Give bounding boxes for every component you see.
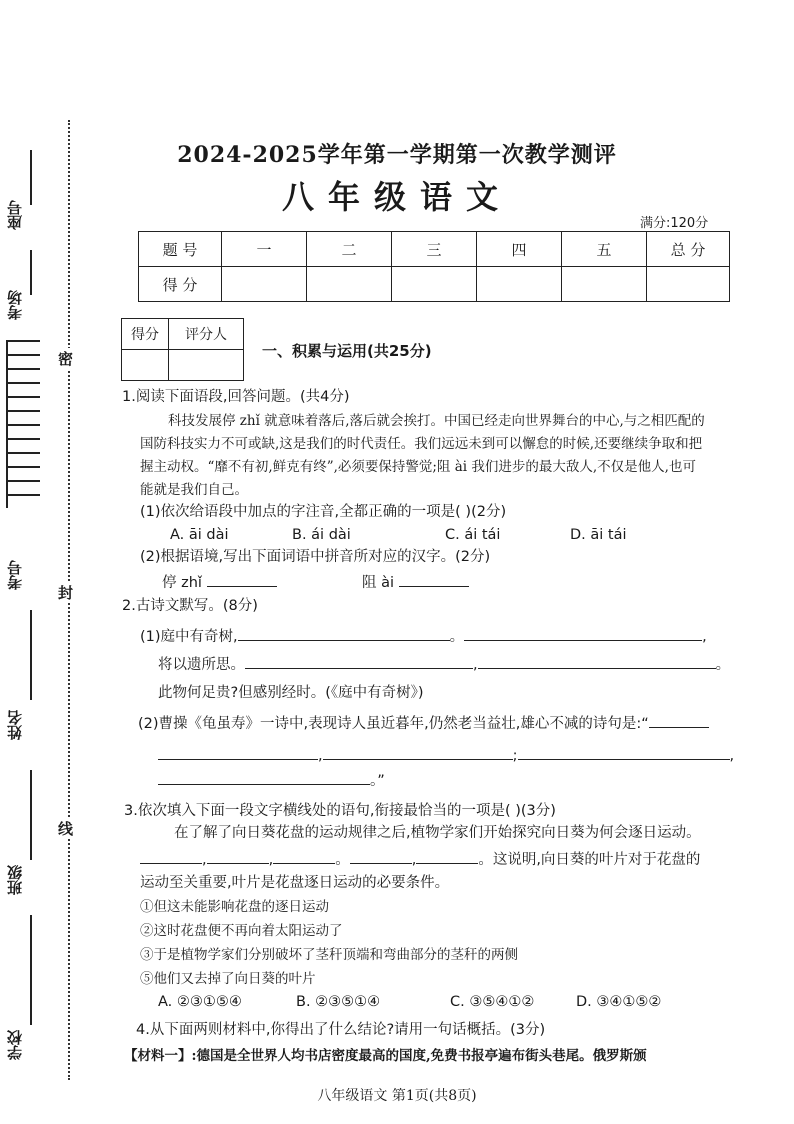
q4-material1: 【材料一】:德国是全世界人均书店密度最高的国度,免费书报亭遍布街头巷尾。俄罗斯颁 (124, 1048, 647, 1064)
q3-blank-2[interactable] (207, 847, 269, 864)
score-header-cell: 二 (307, 232, 392, 267)
q3-option-b: B. ②③⑤①④ (296, 994, 381, 1010)
grader-header-cell: 得分 (122, 319, 169, 350)
exam-title: 2024-2025学年第一学期第一次教学测评 (177, 142, 617, 168)
section-title: 一、积累与运用(共25分) (262, 342, 432, 360)
q2-blank-6[interactable] (158, 743, 318, 760)
score-header-cell: 五 (562, 232, 647, 267)
q2-blank-8[interactable] (518, 743, 730, 760)
exam-no-label: 考号 (6, 560, 24, 590)
q1-option-a: A. āi dài (170, 527, 229, 543)
room-line (30, 250, 32, 295)
subject-title: 八年级语文 (281, 178, 512, 216)
q1-fill1-label: 停 zhǐ (162, 575, 202, 591)
q2-blank-5[interactable] (649, 711, 709, 728)
q3-blank-5[interactable] (416, 847, 478, 864)
q1-sub1: (1)依次给语段中加点的字注音,全都正确的一项是( )(2分) (140, 504, 507, 520)
score-cell[interactable] (392, 267, 477, 302)
q3-item-2: ②这时花盘便不再向着太阳运动了 (140, 923, 343, 939)
score-cell[interactable] (477, 267, 562, 302)
score-cell[interactable] (222, 267, 307, 302)
score-cell[interactable] (307, 267, 392, 302)
q1-fill1 (162, 570, 277, 594)
score-row-label: 得 分 (139, 267, 222, 302)
q3-item-4: ⑤他们又去掉了向日葵的叶片 (140, 971, 316, 987)
room-label: 考场 (6, 290, 24, 320)
q3-text2: 。这说明,向日葵的叶片对于花盘的 (478, 852, 701, 868)
q1-sub2: (2)根据语境,写出下面词语中拼音所对应的汉字。(2分) (140, 549, 491, 565)
q2-line4 (138, 711, 709, 735)
q2-line1-text: (1)庭中有奇树, (140, 629, 238, 645)
q2-stem: 2.古诗文默写。(8分) (122, 598, 258, 614)
q2-blank-3[interactable] (245, 652, 473, 669)
score-header-cell: 总 分 (647, 232, 730, 267)
q3-text3: 运动至关重要,叶片是花盘逐日运动的必要条件。 (140, 875, 450, 891)
page-footer: 八年级语文 第1页(共8页) (317, 1088, 477, 1104)
name-label: 姓名 (6, 710, 24, 740)
q2-blank-4[interactable] (478, 652, 716, 669)
q3-blank-3[interactable] (273, 847, 335, 864)
q1-fill1-blank[interactable] (207, 570, 277, 587)
q1-passage: 科技发展停 zhǐ 就意味着落后,落后就会挨打。中国已经走向世界舞台的中心,与之相匹配的国防科技实力不可或缺,这是我们的时代责任。我们远远未到可以懈怠的时候,还要继续争取和把握主动权。“靡不有初,鲜克有终”,必须要保持警觉;阻 ài 我们进步的最大敌人,不仅是他人,也可能就是我们自己。 (140, 413, 705, 498)
q3-option-c: C. ③⑤④①② (450, 994, 535, 1010)
q4-stem: 4.从下面两则材料中,你得出了什么结论?请用一句话概括。(3分) (136, 1022, 546, 1038)
q2-end: 。” (370, 773, 385, 789)
q1-option-b: B. ái dài (292, 527, 351, 543)
score-cell[interactable] (562, 267, 647, 302)
q3-text1: 在了解了向日葵花盘的运动规律之后,植物学家们开始探究向日葵为何会逐日运动。 (174, 825, 701, 841)
class-line (30, 770, 32, 860)
table-row (139, 232, 730, 267)
q3-blank-line: , , 。 , 。这说明,向日葵的叶片对于花盘的 (140, 847, 700, 871)
q2-blank-1[interactable] (238, 624, 450, 641)
q2-line6 (158, 768, 385, 792)
q3-item-3: ③于是植物学家们分别破坏了茎秆顶端和弯曲部分的茎秆的两侧 (140, 947, 518, 963)
seal-char-mi: 密 (58, 350, 74, 368)
q2-blank-9[interactable] (158, 768, 370, 785)
seal-char-feng: 封 (58, 584, 74, 602)
score-cell[interactable] (647, 267, 730, 302)
q2-blank-7[interactable] (323, 743, 513, 760)
q3-stem: 3.依次填入下面一段文字横线处的语句,衔接最恰当的一项是( )(3分) (124, 803, 556, 819)
q2-line5: , ; , (158, 743, 734, 767)
q3-item-1: ①但这未能影响花盘的逐日运动 (140, 899, 329, 915)
q2-blank-2[interactable] (464, 624, 702, 641)
q2-line3: 此物何足贵?但感别经时。(《庭中有奇树》) (158, 685, 424, 701)
school-line (30, 915, 32, 1025)
q3-blank-1[interactable] (140, 847, 202, 864)
q2-line1: (1)庭中有奇树, 。 , (140, 624, 707, 648)
score-header-cell: 四 (477, 232, 562, 267)
table-row (139, 267, 730, 302)
score-header-cell: 题 号 (139, 232, 222, 267)
q2-line2: 将以遗所思。 , 。 (158, 652, 730, 676)
full-score: 满分:120分 (640, 216, 709, 231)
score-header-cell: 三 (392, 232, 477, 267)
class-label: 班级 (6, 865, 24, 895)
name-line (30, 610, 32, 700)
grader-table (121, 318, 244, 381)
q3-option-a: A. ②③①⑤④ (158, 994, 242, 1010)
q1-fill2-blank[interactable] (399, 570, 469, 587)
q1-stem: 1.阅读下面语段,回答问题。(共4分) (122, 389, 350, 405)
q3-blank-4[interactable] (350, 847, 412, 864)
grader-score-cell[interactable] (122, 350, 169, 381)
grader-name-cell[interactable] (169, 350, 244, 381)
exam-number-boxes (6, 340, 40, 520)
q1-option-c: C. ái tái (445, 527, 501, 543)
grader-header-cell: 评分人 (169, 319, 244, 350)
school-label: 学校 (6, 1030, 24, 1060)
seal-char-xian: 线 (58, 820, 74, 838)
score-table (138, 231, 730, 302)
q1-option-d: D. āi tái (570, 527, 627, 543)
q1-fill2 (362, 570, 469, 594)
table-row (122, 319, 244, 350)
q1-fill2-label: 阻 ài (362, 575, 395, 591)
q3-option-d: D. ③④①⑤② (576, 994, 662, 1010)
table-row (122, 350, 244, 381)
q2-line2-text: 将以遗所思。 (158, 657, 245, 673)
q2-line4-text: (2)曹操《龟虽寿》一诗中,表现诗人虽近暮年,仍然老当益壮,雄心不减的诗句是:“ (138, 716, 649, 732)
score-header-cell: 一 (222, 232, 307, 267)
seat-label: 座号 (6, 200, 24, 230)
